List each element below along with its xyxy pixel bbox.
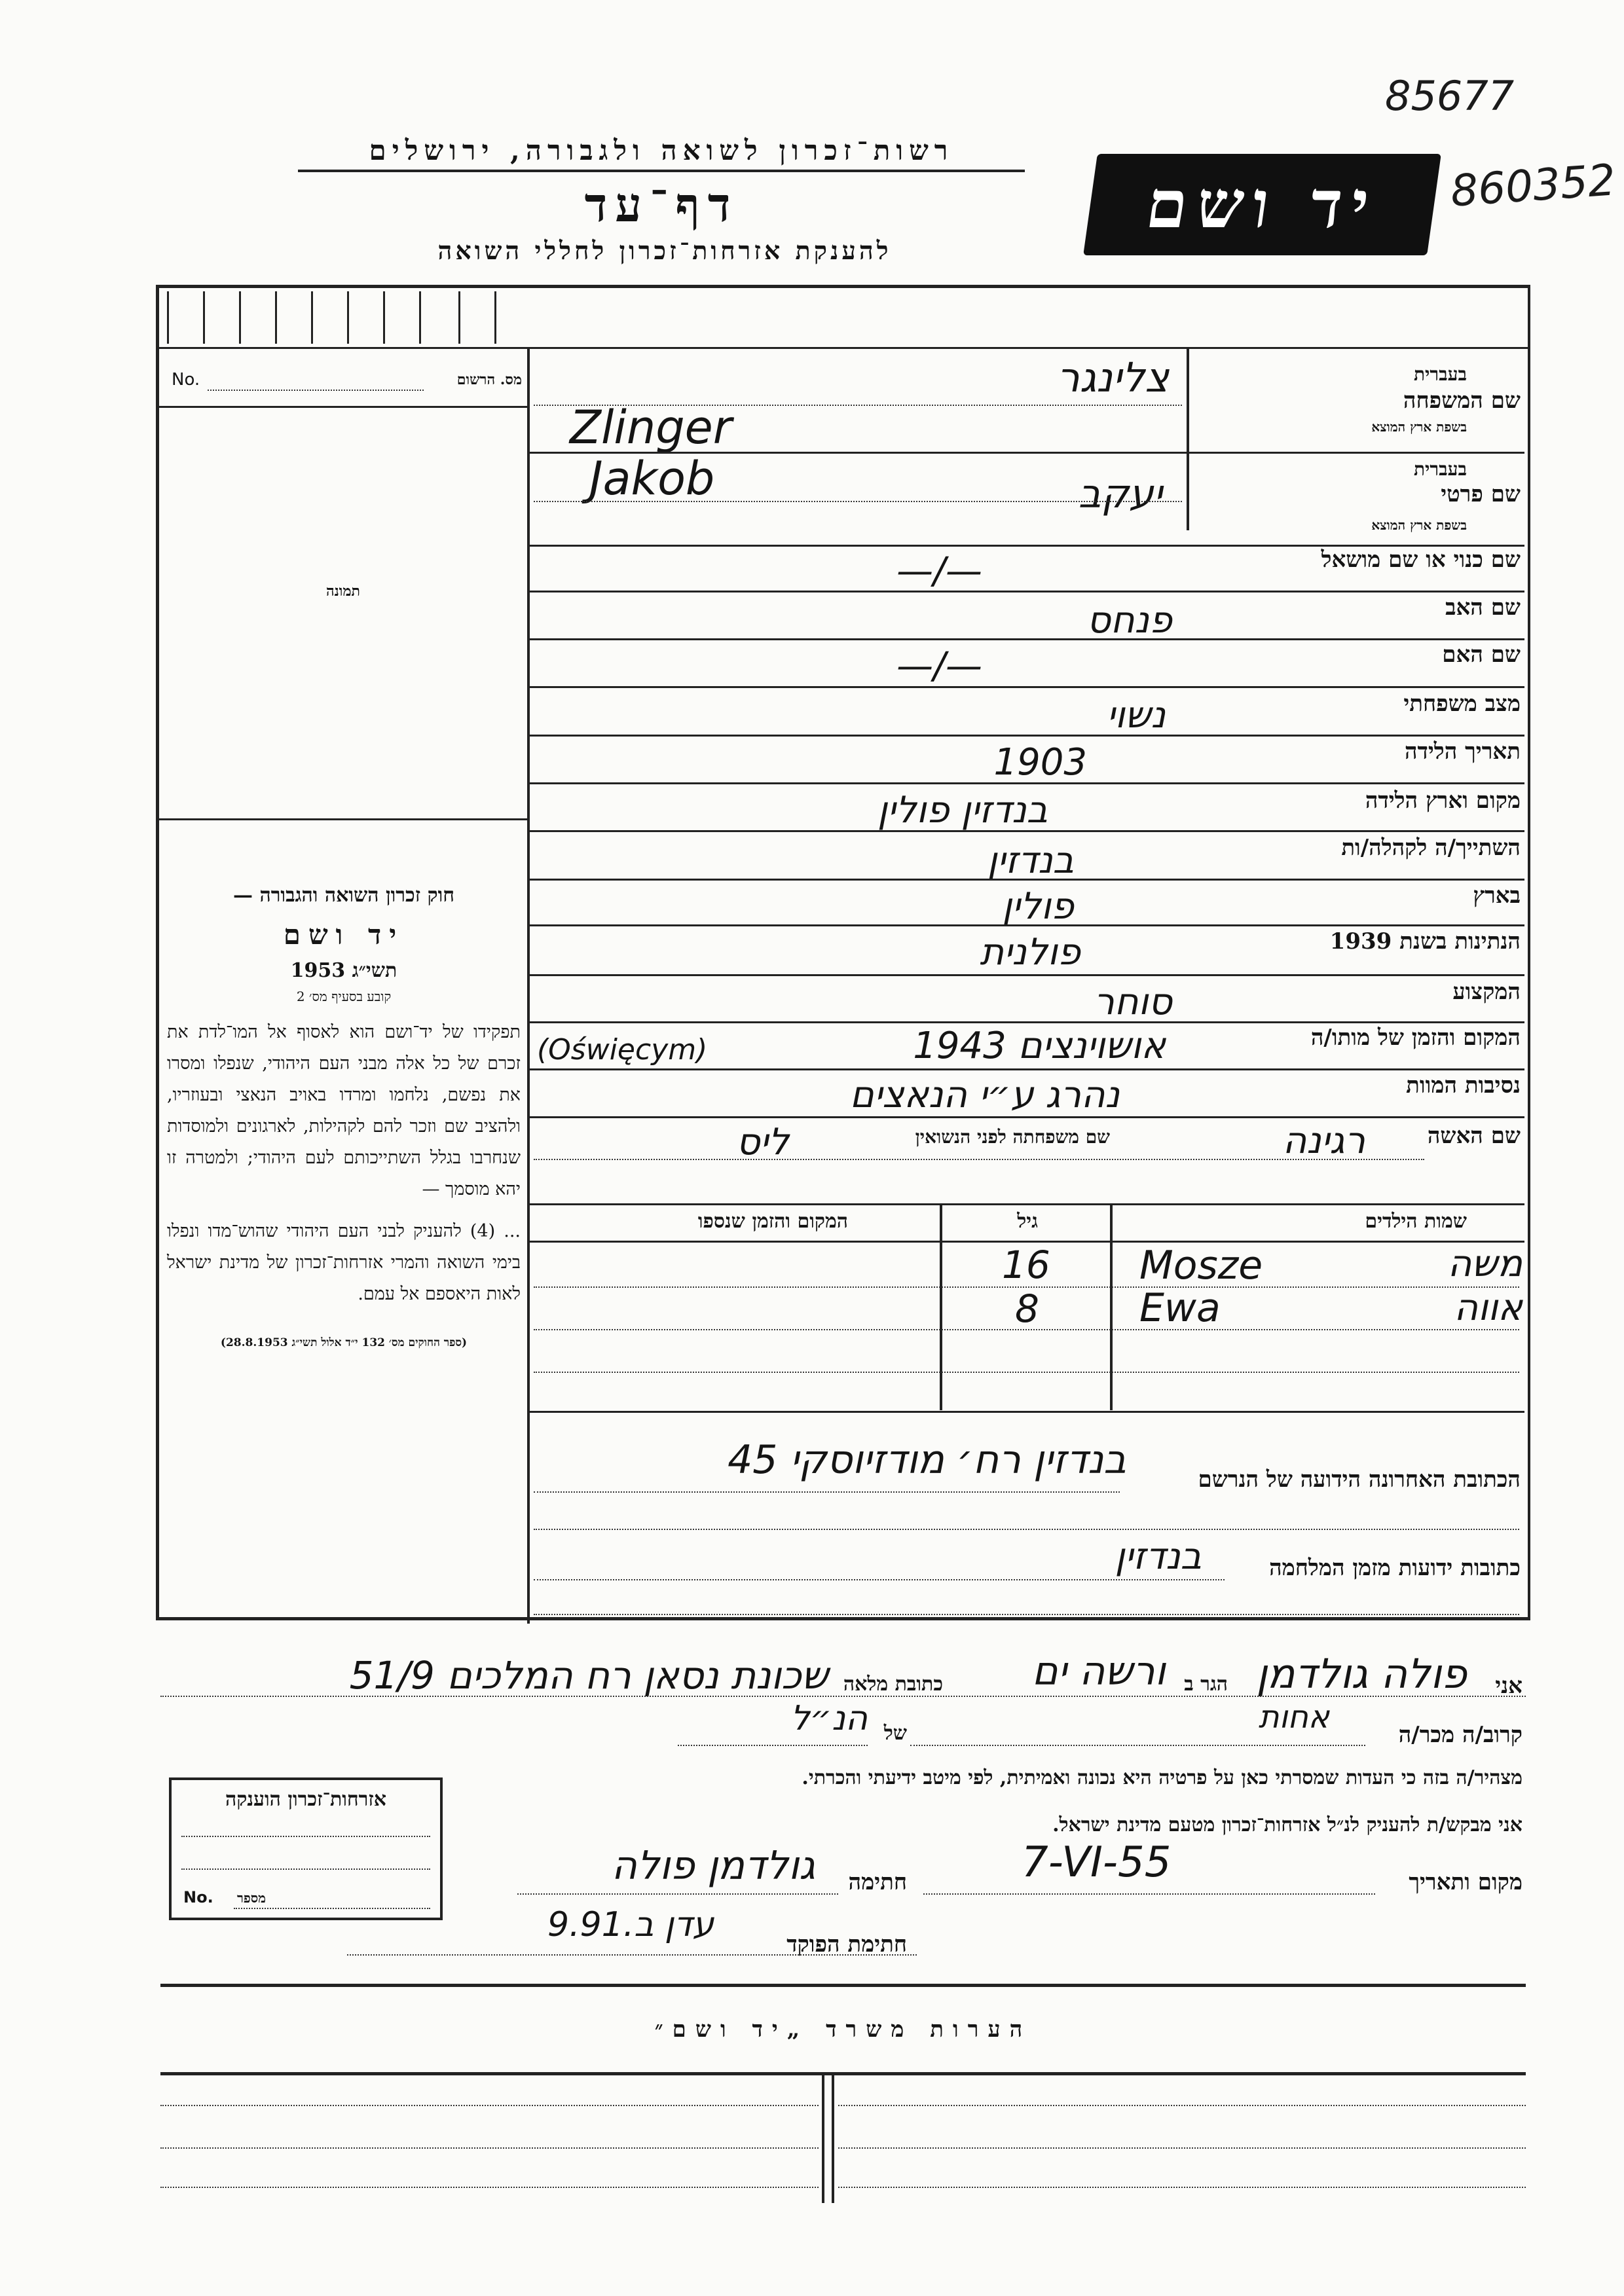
child-1-age[interactable]: 16 bbox=[1002, 1243, 1050, 1287]
family-name-label: שם המשפחה bbox=[1403, 388, 1521, 414]
law-source: (ספר החוקים מס׳ 132 י״ד אלול תשי״ג 28.8.1953) bbox=[220, 1336, 468, 1349]
authority-name: רשות־זכרון לשואה ולגבורה, ירושלים bbox=[298, 134, 1025, 172]
birth-date-value[interactable]: 1903 bbox=[993, 741, 1087, 784]
law-year: תשי״ג 1953 bbox=[290, 959, 397, 982]
office-notes-title: הערות משרד „יד ושם״ bbox=[654, 2016, 1032, 2043]
stamp-number-en: No. bbox=[183, 1888, 213, 1906]
wartime-address-value[interactable]: בנדזין bbox=[1115, 1535, 1202, 1578]
family-name-sub-origin: בשפת ארץ המוצא bbox=[1371, 419, 1467, 435]
child-2-hebrew-name[interactable]: אווה bbox=[1454, 1286, 1522, 1329]
officer-signature-label: חתימת הפוקד bbox=[786, 1931, 907, 1958]
nickname-value[interactable]: —/— bbox=[896, 550, 982, 592]
maiden-name-label: שם משפחתה לפני הנשואין bbox=[915, 1126, 1110, 1148]
first-name-sub-hebrew: בעברית bbox=[1413, 458, 1467, 480]
first-name-origin-value[interactable]: Jakob bbox=[589, 452, 715, 505]
last-address-label: הכתובת האחרונה הידועה של הנרשם bbox=[1198, 1467, 1521, 1493]
children-names-header: שמות הילדים bbox=[1365, 1210, 1467, 1233]
child-1-latin-name[interactable]: Mosze bbox=[1139, 1243, 1263, 1288]
citizenship-granted-title: אזרחות־זכרון הוענקה bbox=[225, 1788, 387, 1811]
wartime-address-label: כתובות ידועות מזמן המלחמה bbox=[1269, 1555, 1521, 1581]
relation-label: קרוב/ה מכר/ה bbox=[1398, 1722, 1522, 1748]
registration-label-en: No. bbox=[172, 370, 200, 390]
birth-place-label: מקום וארץ הלידה bbox=[1365, 788, 1521, 814]
yad-vashem-logo bbox=[1083, 154, 1441, 255]
signature-label: חתימה bbox=[848, 1869, 907, 1895]
mother-name-value[interactable]: —/— bbox=[896, 645, 982, 687]
relation-value[interactable]: אחות bbox=[1258, 1699, 1329, 1736]
law-paragraph-1: תפקידו של יד־ושם הוא לאסוף אל המו־לדת את זכרם של כל אלה מבני העם היהודי, שנפלו ומסרו את נפשם, נלחמו ומרדו באויב הנאצי ובעוזריו, ולהציב שם וזכר להם לקהילות, לארגונים ולמוסדות שנחרבו בגלל השתייכותם לעם היהודי; ולמטרה זו יהא מוסמך — bbox=[167, 1022, 521, 1199]
children-place-header: המקום והזמן שנספו bbox=[697, 1210, 848, 1233]
wife-name-value[interactable]: רגינה bbox=[1282, 1120, 1365, 1162]
law-heading: חוק זכרון השואה והגבורה — bbox=[233, 884, 454, 907]
child-2-latin-name[interactable]: Ewa bbox=[1139, 1285, 1221, 1331]
registration-number-field[interactable] bbox=[172, 370, 522, 396]
children-age-header: גיל bbox=[1017, 1210, 1038, 1233]
full-address-label: כתובת מלאה bbox=[843, 1673, 943, 1696]
full-address-value[interactable]: שכונת נסאן רח המלכים 51/9 bbox=[349, 1653, 828, 1698]
registration-label-he: מס. הרשום bbox=[456, 371, 522, 388]
death-cause-value[interactable]: נהרג ע״י הנאצים bbox=[849, 1074, 1120, 1116]
request-text: אני מבקש/ת להעניק לנ״ל אזרחות־זכרון מטעם מדינת ישראל. bbox=[1052, 1813, 1522, 1836]
family-name-origin-value[interactable]: Zlinger bbox=[570, 401, 732, 454]
child-2-age[interactable]: 8 bbox=[1015, 1286, 1039, 1331]
first-name-hebrew-value[interactable]: יעקב bbox=[1078, 471, 1162, 517]
form-subtitle: להענקת אזרחות־זכרון לחללי השואה bbox=[437, 236, 892, 265]
first-name-sub-origin: בשפת ארץ המוצא bbox=[1371, 517, 1467, 533]
case-number: 860352 bbox=[1449, 155, 1617, 217]
country-label: בארץ bbox=[1473, 883, 1521, 909]
birth-place-value[interactable]: בנדזין פולין bbox=[877, 789, 1048, 831]
child-1-hebrew-name[interactable]: משה bbox=[1447, 1243, 1522, 1285]
archive-number: 85677 bbox=[1385, 72, 1515, 120]
of-label: של bbox=[883, 1722, 907, 1745]
resides-label: הגר ב bbox=[1184, 1673, 1228, 1696]
signature-value[interactable]: גולדמן פולה bbox=[611, 1843, 815, 1889]
registration-boxes bbox=[167, 291, 530, 344]
marital-status-label: מצב משפחתי bbox=[1403, 691, 1521, 717]
profession-value[interactable]: סוחר bbox=[1094, 981, 1172, 1023]
declarant-i-label: אני bbox=[1495, 1673, 1522, 1699]
photo-label: תמונה bbox=[326, 583, 360, 600]
logo-text: יד ושם bbox=[1141, 166, 1383, 243]
declarant-name-value[interactable]: פולה גולדמן bbox=[1256, 1650, 1467, 1698]
country-value[interactable]: פולין bbox=[1002, 885, 1074, 928]
death-place-time-label: המקום והזמן של מותו/ה bbox=[1310, 1025, 1521, 1051]
family-name-sub-hebrew: בעברית bbox=[1413, 363, 1467, 385]
stamp-number-label: מספר bbox=[237, 1890, 266, 1906]
citizenship-value[interactable]: פולנית bbox=[980, 931, 1080, 974]
marital-status-value[interactable]: נשוי bbox=[1107, 694, 1166, 737]
officer-signature-value[interactable]: עדן ב.9.91 bbox=[547, 1905, 714, 1944]
place-date-value[interactable]: 7-VI-55 bbox=[1022, 1838, 1172, 1887]
law-name: יד ושם bbox=[283, 919, 405, 951]
nickname-label: שם כנוי או שם מושאל bbox=[1321, 547, 1521, 573]
death-place-latin-value[interactable]: (Oświęcym) bbox=[537, 1033, 708, 1066]
place-date-label: מקום ותאריך bbox=[1409, 1869, 1522, 1895]
last-address-value[interactable]: בנדזין רח׳ מודזיוסקי 45 bbox=[728, 1437, 1126, 1483]
law-section bbox=[167, 884, 521, 1460]
law-paragraph-2: ... (4) להעניק לבני העם היהודי שהוש־מדו ונפלו בימי השואה והמרי אזרחות־זכרון של מדינת ישראל לאות היאספם אל עמם. bbox=[167, 1221, 521, 1304]
maiden-name-value[interactable]: ליס bbox=[736, 1121, 789, 1163]
father-name-label: שם האב bbox=[1445, 594, 1521, 621]
citizenship-label: הנתינות בשנת 1939 bbox=[1329, 928, 1521, 955]
death-cause-label: נסיבות המוות bbox=[1406, 1072, 1521, 1099]
declaration-text: מצהיר/ה בזה כי העדות שמסרתי כאן על פרטיה היא נכונה ואמיתית, לפי מיטב ידיעתי והכרתי. bbox=[802, 1766, 1522, 1789]
form-title: דף־עד bbox=[584, 177, 739, 232]
resides-value[interactable]: ורשה ים bbox=[1031, 1649, 1166, 1694]
birth-date-label: תאריך הלידה bbox=[1404, 738, 1521, 765]
family-name-hebrew-value[interactable]: צלינגר bbox=[1056, 354, 1169, 401]
law-clause: קובע בסעיף מס׳ 2 bbox=[296, 989, 392, 1004]
first-name-label: שם פרטי bbox=[1441, 481, 1521, 507]
community-label: השתייך/ה לקהלה/ות bbox=[1341, 835, 1521, 861]
of-value[interactable]: הנ״ל bbox=[790, 1699, 868, 1738]
photo-area bbox=[159, 407, 527, 820]
death-place-time-value[interactable]: אושוינצים 1943 bbox=[913, 1025, 1166, 1067]
father-name-value[interactable]: פנחס bbox=[1086, 599, 1172, 642]
community-value[interactable]: בנדזין bbox=[987, 839, 1074, 882]
wife-name-label: שם האשה bbox=[1427, 1123, 1521, 1149]
citizenship-granted-box bbox=[169, 1777, 443, 1920]
mother-name-label: שם האם bbox=[1442, 642, 1521, 668]
profession-label: המקצוע bbox=[1452, 979, 1521, 1005]
